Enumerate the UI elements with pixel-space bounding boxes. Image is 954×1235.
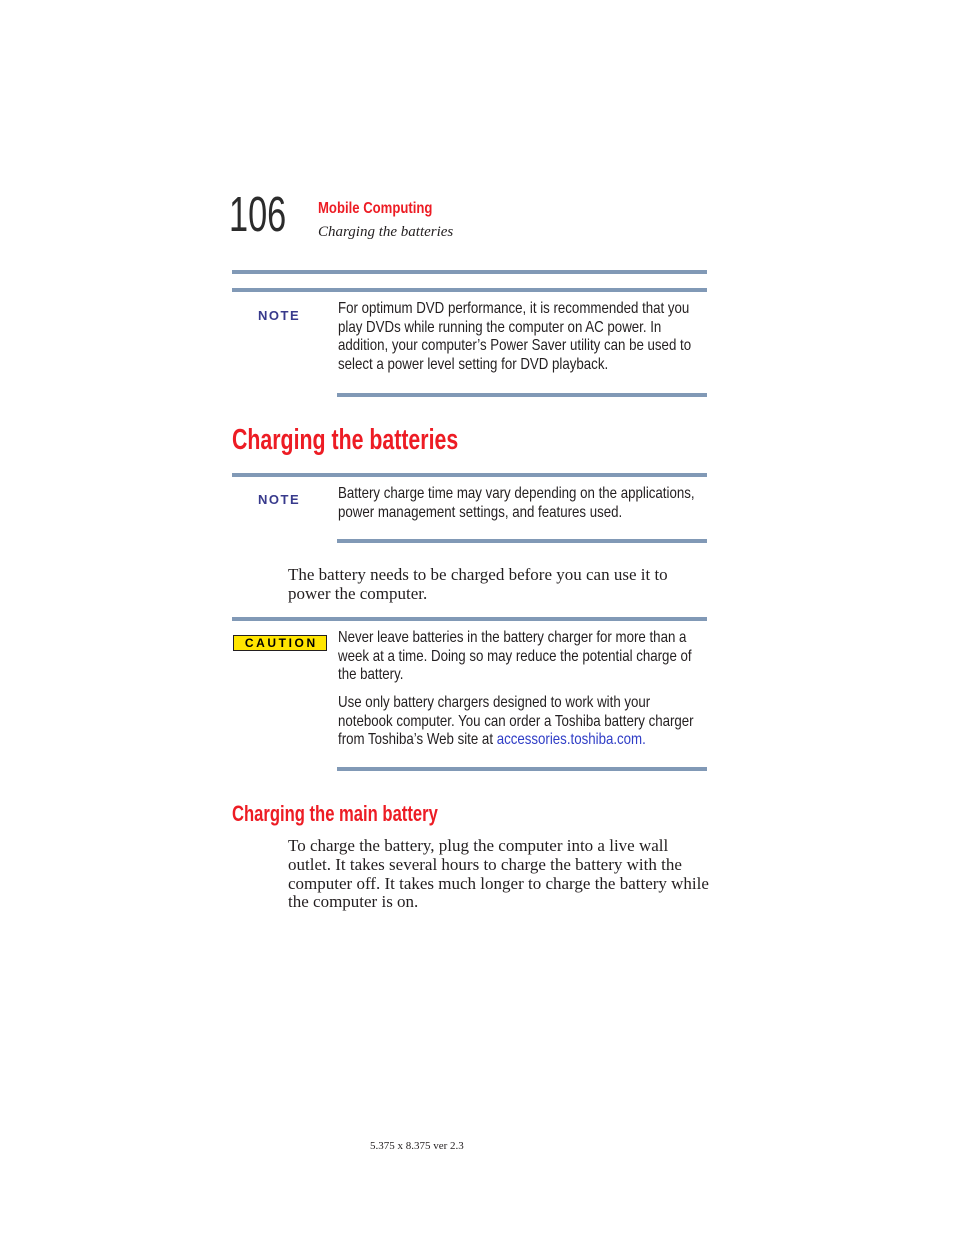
note-text-line: play DVDs while running the computer on AC power. In [338,318,662,336]
toshiba-accessories-link[interactable]: accessories.toshiba.com [496,731,643,749]
paragraph-line: To charge the battery, plug the computer into a live wall [288,836,669,855]
caution-badge: CAUTION [233,635,327,651]
note-label: NOTE [258,308,301,323]
intro-paragraph [288,565,728,603]
caution-text-line: notebook computer. You can order a Toshiba battery charger [338,712,694,730]
paragraph-line: The battery needs to be charged before you can use it to [288,565,668,584]
note-top-rule [232,288,707,292]
main-battery-paragraph [288,837,728,912]
note-text [338,485,703,522]
note-text-line: For optimum DVD performance, it is recommended that you [338,300,690,317]
caution-bottom-rule [337,767,707,771]
caution-text-line: the battery. [338,666,404,684]
note-bottom-rule [337,539,707,543]
section-heading: Charging the batteries [232,424,459,456]
caution-text-line [338,731,703,750]
note-text-line: addition, your computer’s Power Saver utility can be used to [338,337,692,355]
paragraph-line: outlet. It takes several hours to charge the battery with the [288,854,682,874]
subsection-heading: Charging the main battery [232,801,438,826]
paragraph-line: computer off. It takes much longer to charge the battery while [288,873,709,893]
note-label: NOTE [258,492,301,507]
paragraph-line: the computer is on. [288,892,419,912]
caution-text-line: Use only battery chargers designed to work with your [338,694,651,711]
note-text-line: power management settings, and features used. [338,503,623,521]
note-text [338,300,703,375]
caution-top-rule [232,617,707,621]
caution-text-line: Never leave batteries in the battery charger for more than a [338,629,687,646]
note-text-line: select a power level setting for DVD playback. [338,356,609,374]
chapter-title: Mobile Computing [318,200,433,217]
note-text-line: Battery charge time may vary depending on the applications, [338,485,695,502]
note-top-rule [232,473,707,477]
header-rule [232,270,707,274]
page-size-footer: 5.375 x 8.375 ver 2.3 [370,1140,464,1152]
section-title: Charging the batteries [318,224,454,240]
caution-text [338,694,703,750]
paragraph-line: power the computer. [288,584,428,603]
caution-text [338,629,703,685]
link-period: . [642,731,646,749]
page-number: 106 [229,188,287,242]
caution-text-line: week at a time. Doing so may reduce the potential charge of [338,647,692,665]
caution-text-fragment: from Toshiba’s Web site at [338,731,494,749]
note-bottom-rule [337,393,707,397]
